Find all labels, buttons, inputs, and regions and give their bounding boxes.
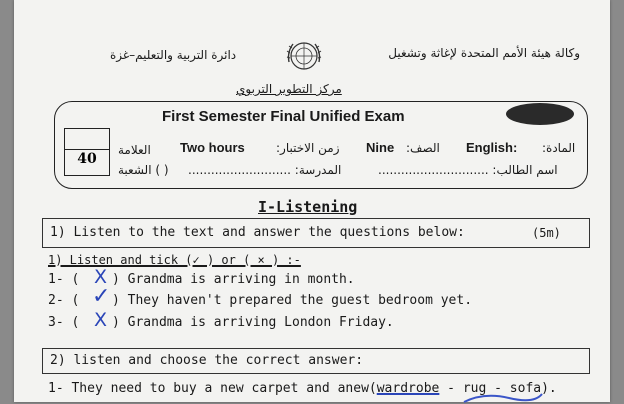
q2-item-1-chosen-option: wardrobe [376,381,440,396]
q2-item-1-text: 1- They need to buy a new carpet and anew( [48,381,377,396]
q2-item-1-rest: - rug - sofa). [439,381,557,396]
grade-label: الصف: [406,141,440,155]
score-box [64,128,110,176]
subject-label: المادة: [542,141,576,155]
center-name: مركز التطوير التربوي [236,82,342,96]
duration-label: زمن الاختبار: [276,141,340,155]
q1-item-1-num: 1- ( [48,272,80,287]
redaction-oval [506,103,574,125]
total-mark: 40 [77,151,97,167]
subject-value: English: [466,140,518,155]
exam-title: First Semester Final Unified Exam [162,108,405,125]
q2-prompt: 2) listen and choose the correct answer: [50,353,364,368]
section-label: الشعبة ( ) [118,163,169,177]
score-blank [65,129,109,150]
section-title: I-Listening [258,198,358,216]
q1-item-2-mark: ✓ [92,284,111,309]
q1-item-3-mark: X [94,309,108,331]
mark-label: العلامة [118,143,151,157]
duration-value: Two hours [180,140,245,155]
exam-paper [14,0,610,402]
q1-item-2-num: 2- ( [48,293,80,308]
q1-item-2-text: ) They haven't prepared the guest bedroom yet. [112,293,473,308]
agency-name: وكالة هيئة الأمم المتحدة لإغاثة وتشغيل [388,46,580,60]
grade-value: Nine [366,140,395,155]
q1-item-3-num: 3- ( [48,315,80,330]
q1-item-3-text: ) Grandma is arriving London Friday. [112,315,394,330]
school-field: المدرسة: ........................... [188,163,342,177]
q1-item-1-text: ) Grandma is arriving in month. [112,272,355,287]
un-logo-icon [284,36,324,76]
q1-prompt: 1) Listen to the text and answer the questions below: [50,225,465,240]
q1-item-1-mark: X [94,266,108,288]
student-name-field: اسم الطالب: ............................. [378,163,558,177]
q1-subprompt: 1) Listen and tick (✓ ) or ( × ) :- [48,253,301,267]
q1-points: (5m) [532,226,561,240]
department-name: دائرة التربية والتعليم–غزة [110,48,237,62]
